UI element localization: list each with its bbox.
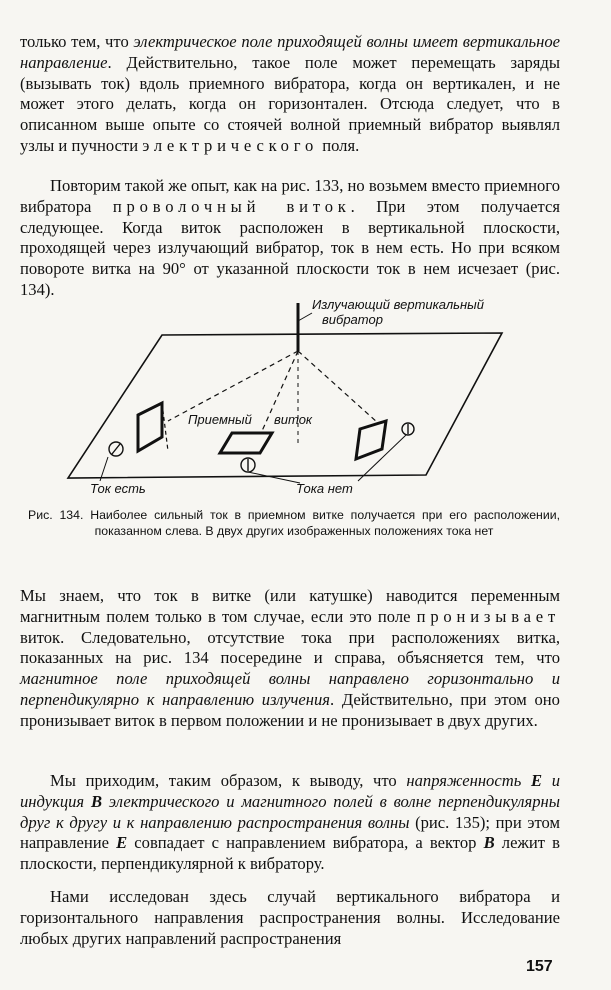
italic-text: электрического и магнитного полей в волне перпендикулярны друг к другу и к направлению распространения волны [20, 791, 560, 832]
text: поля. [318, 135, 360, 155]
galvanometer-center-leader [248, 472, 300, 483]
receiver-label-1: Приемный [188, 412, 252, 427]
current-no-label: Тока нет [296, 481, 353, 496]
vector-symbol: E [116, 833, 128, 853]
receiver-label-2: виток [274, 412, 313, 427]
vector-symbol: B [90, 791, 103, 811]
text: виток. Следовательно, отсутствие тока при расположениях витка, показанных на рис. 134 посередине и справа, объясняется тем, что [20, 627, 560, 668]
emitter-label-line2: вибратор [322, 312, 383, 327]
loop-center [220, 433, 272, 453]
emitter-label-line1: Излучающий вертикальный [312, 297, 484, 312]
italic-text: и индукция [20, 771, 560, 811]
loop-right [356, 421, 386, 459]
dashed-ray-left [168, 351, 298, 421]
figure-caption: Рис. 134. Наиболее сильный ток в приемном витке получается при его расположении, показанном слева. В двух других изображенных положениях тока нет [28, 508, 560, 538]
loop-left [138, 403, 162, 451]
text: лежит в плоскости, перпендикулярной к вибратору. [20, 833, 561, 874]
paragraph-3 [20, 586, 560, 732]
text: Мы знаем, что ток в витке (или катушке) наводится переменным магнитным полем только в том случае, если это поле [20, 586, 560, 626]
text: . При этом получается следующее. Когда виток расположен в вертикальной плоскости, проходящей через излучающий вибратор, ток в нем есть. Но при всяком повороте витка на 90° от указанной плоскости ток в нем исчезает (рис. 134). [20, 196, 560, 299]
vector-symbol: B [483, 833, 495, 853]
italic-text: магнитное поле приходящей волны направлено горизонтально и перпендикулярно к направлению излучения [20, 669, 560, 709]
spaced-text: электрического [142, 135, 319, 155]
italic-text: напряженность [406, 771, 531, 790]
text: . Действительно, такое поле может перемещать заряды (вызывать ток) вдоль приемного вибратора, когда он вертикален, и не может этого делать, когда он горизонтален. Отсюда следует, что в описанном выше опыте со стоячей волной приемный вибратор выявлял узлы и пучности [20, 52, 560, 155]
figure-134 [60, 295, 560, 505]
text: Мы приходим, таким образом, к выводу, что [50, 771, 407, 790]
ground-plane [68, 333, 502, 478]
text: (рис. 135); при этом направление [20, 812, 561, 853]
page-number: 157 [526, 958, 553, 975]
paragraph-2 [20, 176, 560, 301]
spaced-text: пронизывает [416, 606, 560, 626]
galvanometer-left-needle [112, 444, 120, 454]
italic-text: электрическое поле приходящей волны имеет вертикальное направление [20, 32, 560, 72]
text: совпадает с направлением вибратора, а вектор [127, 833, 484, 853]
paragraph-4 [20, 771, 560, 875]
paragraph-5 [20, 887, 560, 949]
figure-diagram [60, 295, 560, 505]
vector-symbol: E [530, 771, 543, 790]
text: Повторим такой же опыт, как на рис. 133, но возьмем вместо приемного вибратора [20, 176, 560, 216]
paragraph-1 [20, 32, 560, 157]
emitter-label-leader [298, 313, 312, 321]
text: . Действительно, при этом оно пронизывает виток в первом положении и не пронизывает в двух других. [20, 689, 560, 730]
text: только тем, что [20, 32, 134, 51]
spaced-text: проволочный виток [112, 196, 351, 216]
current-yes-label: Ток есть [90, 481, 146, 496]
text: Нами исследован здесь случай вертикального вибратора и горизонтального направления распространения волны. Исследование любых других направлений распространения [20, 887, 560, 948]
